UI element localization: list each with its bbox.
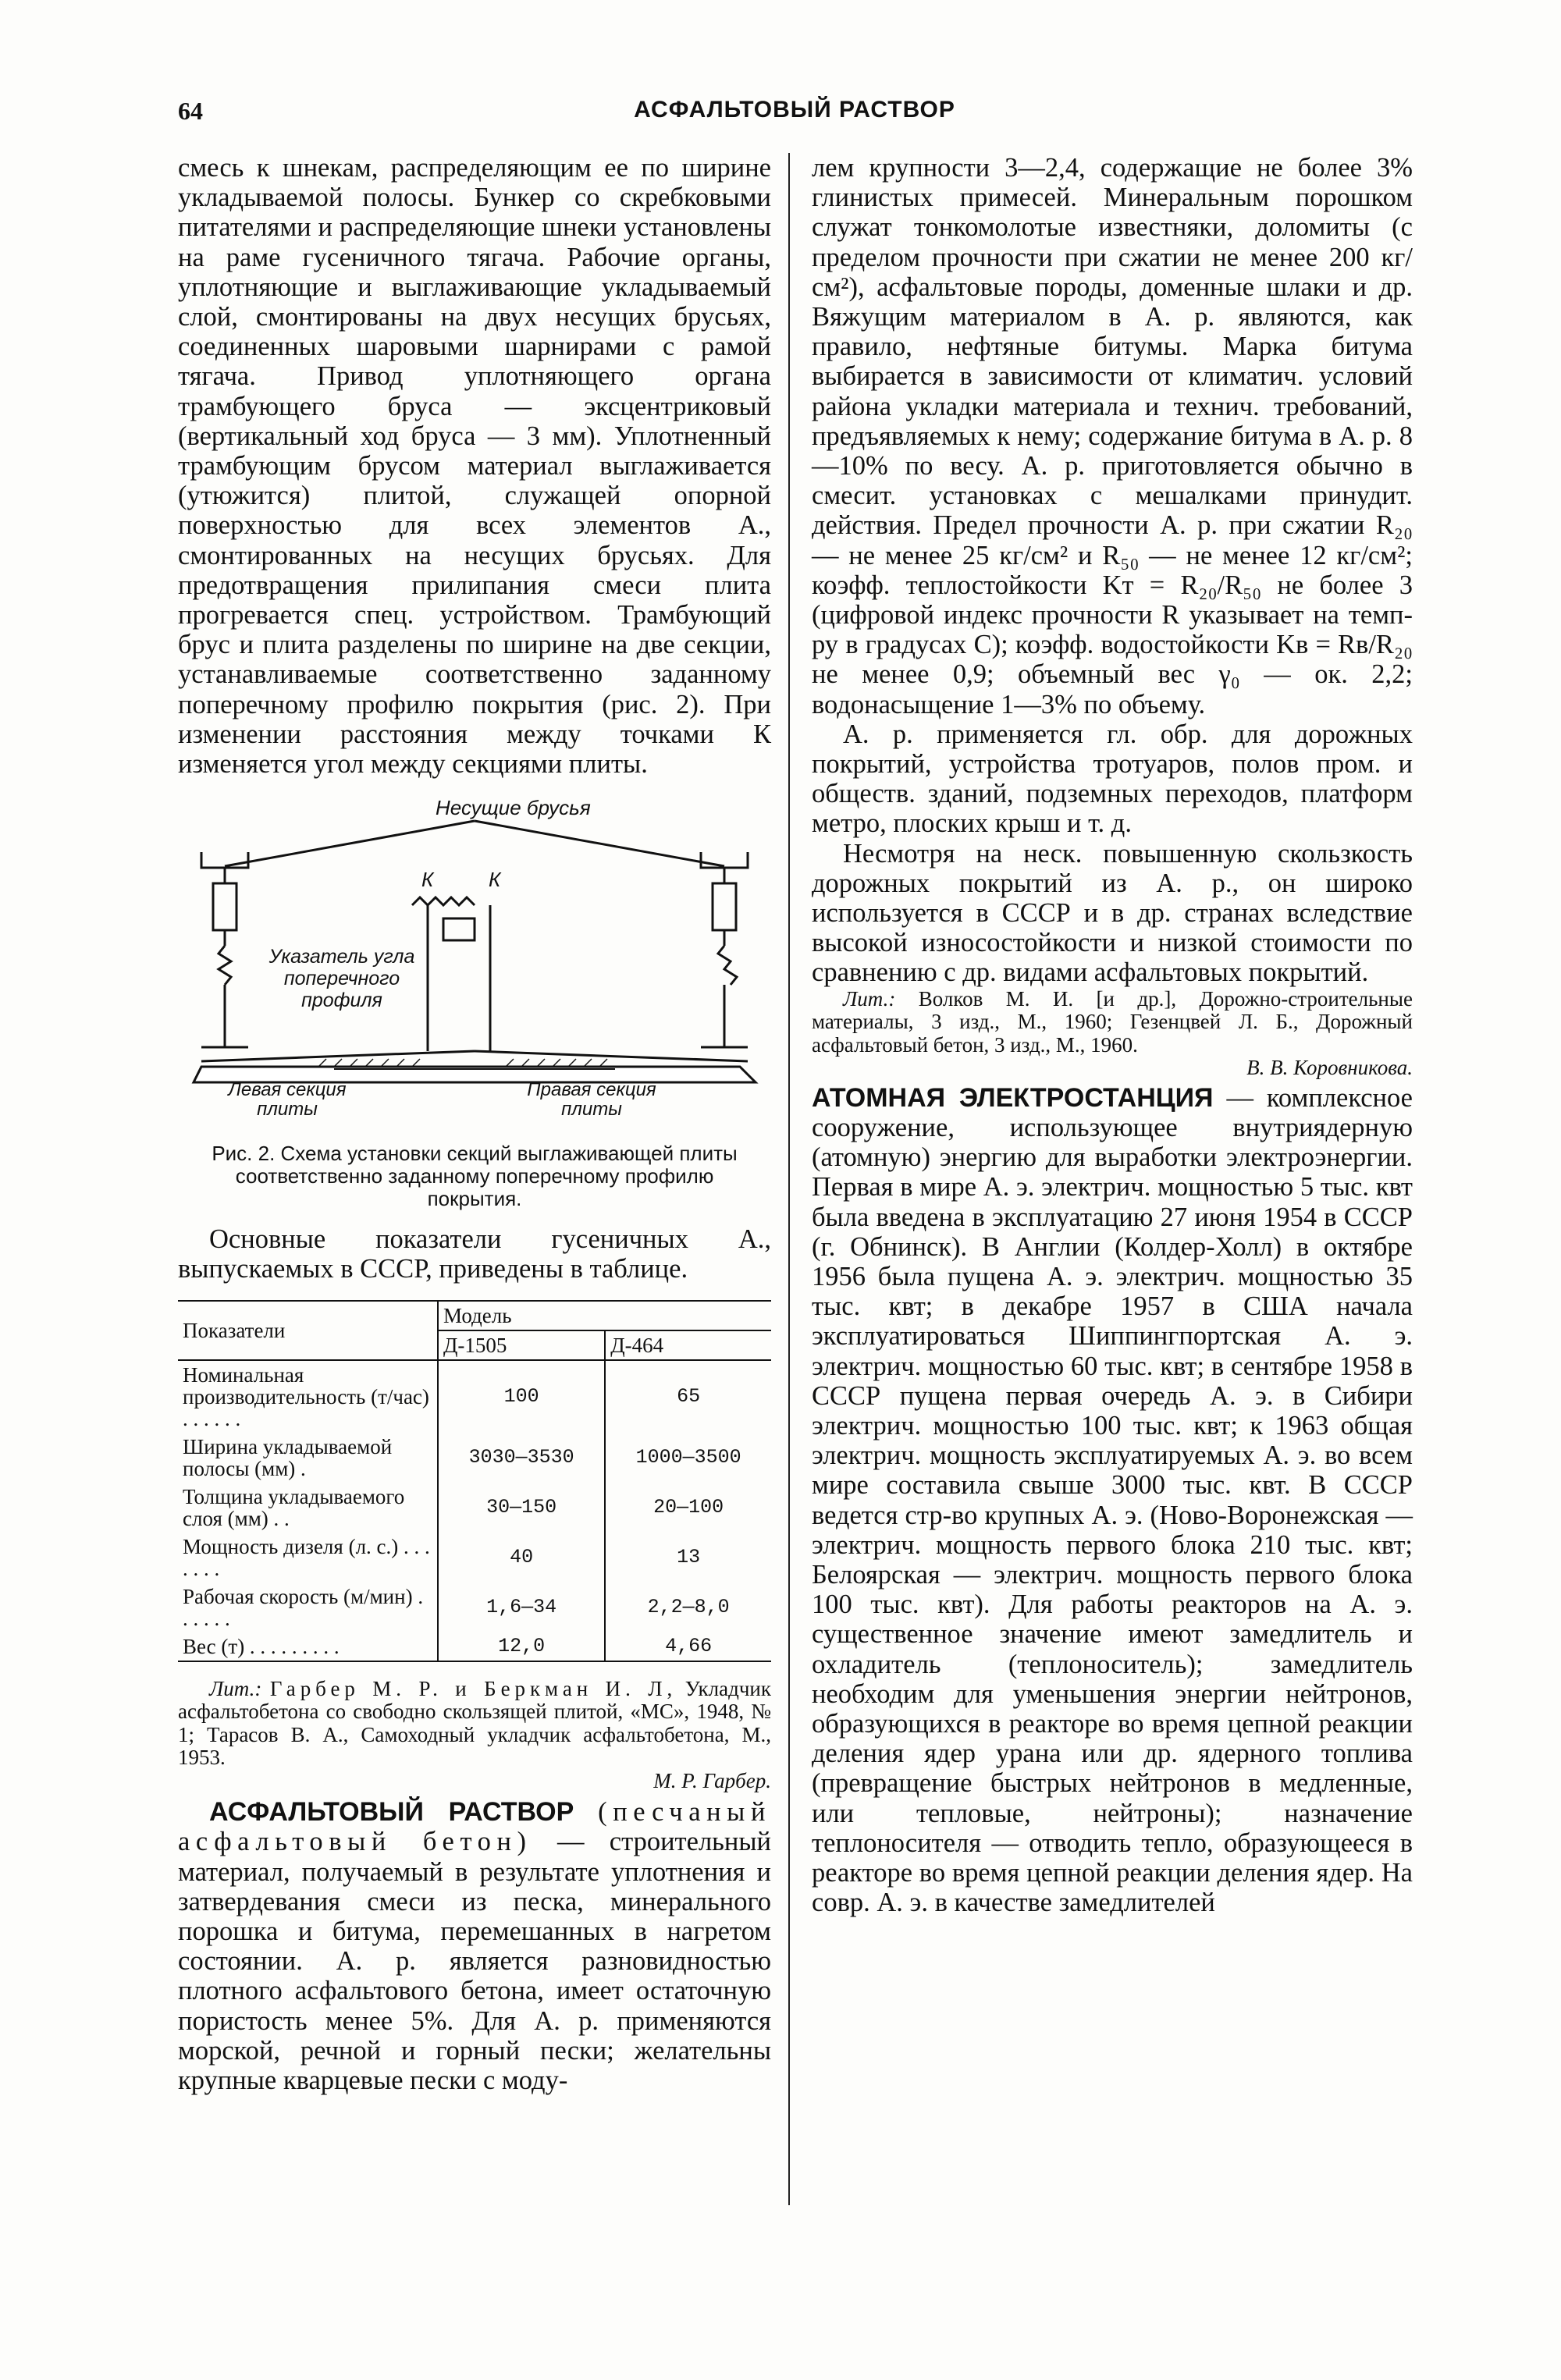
cell-d464: 20—100	[605, 1483, 771, 1533]
figure-caption: Рис. 2. Схема установки секций выглаживающей плиты соответственно заданному поперечному профилю покрытия.	[212, 1142, 738, 1211]
cell-d1505: 1,6—34	[438, 1583, 605, 1632]
article-head: АСФАЛЬТОВЫЙ РАСТВОР	[209, 1797, 574, 1828]
column-divider	[788, 153, 790, 2205]
lit-authors: Гарбер М. Р. и Беркман И. Л,	[269, 1676, 677, 1700]
author-signature: В. В. Коровникова.	[1246, 1056, 1413, 1080]
usage-paragraph: Несмотря на неск. повышенную скользкость дорожных покрытий из А. р., он широко используется в СССР и в др. странах вследствие высокой износостойкости и низкой стоимости по сравнению с др. видами асфальтовых покрытий.	[812, 838, 1413, 988]
article-head-paren: (песчаный асфальтовый бетон)	[178, 1797, 771, 1857]
applications-paragraph: А. р. применяется гл. обр. для дорожных покрытий, устройства тротуаров, полов пром. и обществ. зданий, подземных переходов, платформ метро, плоских крыш и т. д.	[812, 719, 1413, 839]
table-row	[178, 1533, 771, 1583]
lit-label: Лит.:	[843, 986, 896, 1011]
col-header-indicator: Показатели	[178, 1301, 438, 1360]
intro-paragraph: смесь к шнекам, распределяющим ее по ширине укладываемой полосы. Бункер со скребковыми питателями и распределяющие шнеки установлены на раме гусеничного тягача. Рабочие органы, уплотняющие и выглаживающие укладываемый слой, смонтированы на двух несущих брусьях, соединенных шаровыми шарнирами с рамой тягача. Привод уплотняющего органа трамбующего бруса — эксцентриковый (вертикальный ход бруса — 3 мм). Уплотненный трамбующим брусом материал выглаживается (утюжится) плитой, служащей опорной поверхностью для всех элементов А., смонтированных на несущих брусьях. Для предотвращения прилипания смеси плита прогревается спец. устройством. Трамбующий брус и плита разделены по ширине на две секции, устанавливаемые соответственно заданному поперечному профилю покрытия (рис. 2). При изменении расстояния между точками К изменяется угол между секциями плиты.	[178, 153, 771, 780]
lit-label: Лит.:	[209, 1676, 262, 1700]
table-row	[178, 1583, 771, 1632]
row-label: Толщина укладываемого слоя (мм) . .	[183, 1484, 405, 1530]
running-title: АСФАЛЬТОВЫЙ РАСТВОР	[634, 97, 955, 123]
article-nuclear-plant	[812, 1083, 1413, 1918]
table-intro: Основные показатели гусеничных А., выпускаемых в СССР, приведены в таблице.	[178, 1224, 771, 1284]
label-bearing-beams: Несущие брусья	[436, 796, 591, 820]
cell-d1505: 30—150	[438, 1483, 605, 1533]
label-angle-indicator: Указатель угла поперечного профиля	[268, 946, 415, 1012]
author-signature: М. Р. Гарбер.	[653, 1768, 771, 1792]
page-header	[178, 97, 1411, 136]
table-row	[178, 1632, 771, 1661]
row-label: Номинальная производительность (т/час) . . . . . .	[183, 1362, 429, 1430]
continuation-paragraph: лем крупности 3—2,4, содержащие не более 3% глинистых примесей. Минеральным порошком служат тонкомолотые известняки, доломиты (с пределом прочности при сжатии не менее 200 кг/см²), асфальтовые породы, доменные шлаки и др. Вяжущим материалом в А. р. являются, как правило, нефтяные битумы. Марка битума выбирается в зависимости от климатич. условий района укладки материала и технич. требований, предъявляемых к нему; содержание битума в А. р. 8—10% по весу. А. р. приготовляется обычно в смесит. установках с мешалками принудит. действия. Предел прочности А. р. при сжатии R₂₀ — не менее 25 кг/см² и R₅₀ — не менее 12 кг/см²; коэфф. теплостойкости Kт = R₂₀/R₅₀ не более 3 (цифровой индекс прочности R указывает на темп-ру в градусах С); коэфф. водостойкости Kв = Rв/R₂₀ не менее 0,9; объемный вес γ₀ — ок. 2,2; водонасыщение 1—3% по объему.	[812, 153, 1413, 719]
row-label: Рабочая скорость (м/мин) . . . . . .	[183, 1584, 424, 1630]
specs-table	[178, 1300, 771, 1662]
col-header-model: Модель	[438, 1301, 771, 1330]
col-header-model-2: Д-464	[605, 1330, 771, 1360]
page-number: 64	[178, 97, 203, 125]
figure-2	[178, 790, 771, 1121]
cell-d1505: 12,0	[438, 1632, 605, 1661]
cell-d464: 4,66	[605, 1632, 771, 1661]
label-point-k-right: К	[489, 868, 501, 892]
cell-d1505: 100	[438, 1360, 605, 1433]
row-label: Ширина укладываемой полосы (мм) .	[183, 1434, 393, 1480]
table-row	[178, 1360, 771, 1433]
label-left-section: Левая секция плиты	[228, 1079, 347, 1121]
lit-text: Укладчик асфальтобетона со свободно скользящей плитой, «МС», 1948, № 1; Тарасов В. А., Самоходный укладчик асфальтобетона, М., 1953.	[178, 1676, 771, 1770]
cell-d1505: 3030—3530	[438, 1433, 605, 1483]
label-right-section: Правая секция плиты	[527, 1079, 656, 1121]
left-column	[178, 153, 771, 2095]
col-header-model-1: Д-1505	[438, 1330, 605, 1360]
row-label: Мощность дизеля (л. с.) . . . . . . .	[183, 1534, 430, 1580]
article-text: — комплексное сооружение, использующее внутриядерную (атомную) энергию для выработки электроэнергии. Первая в мире А. э. электрич. мощностью 5 тыс. квт была введена в эксплуатацию 27 июня 1954 в СССР (г. Обнинск). В Англии (Колдер-Холл) в октябре 1956 была пущена А. э. электрич. мощностью 35 тыс. квт; в декабре 1957 в США начала эксплуатироваться Шиппингпортская А. э. электрич. мощностью 60 тыс. квт; в сентябре 1958 в СССР пущена первая очередь А. э. в Сибири электрич. мощностью 100 тыс. квт; к 1963 общая электрич. мощность эксплуатируемых А. э. во всем мире составила свыше 3000 тыс. квт. В СССР ведется стр-во крупных А. э. (Ново-Воронежская — электрич. мощность первого блока 210 тыс. квт; Белоярская — электрич. мощность первого блока 100 тыс. квт). Для работы реакторов на А. э. существенное значение имеют замедлитель и охладитель (теплоноситель); замедлитель необходим для уменьшения энергии нейтронов, образующихся в реакторе во время цепной реакции деления ядер урана или др. ядерного топлива (превращение быстрых нейтронов в медленные, или тепловые, нейтроны); назначение теплоносителя — отводить тепло, образующееся в реакторе во время цепной реакции деления ядер. На совр. А. э. в качестве замедлителей	[812, 1082, 1413, 1918]
cell-d464: 2,2—8,0	[605, 1583, 771, 1632]
article-asphalt-mortar	[178, 1797, 771, 2095]
table-row	[178, 1433, 771, 1483]
right-column	[812, 153, 1413, 1917]
article-head: АТОМНАЯ ЭЛЕКТРОСТАНЦИЯ	[812, 1082, 1214, 1113]
cell-d464: 1000—3500	[605, 1433, 771, 1483]
cell-d1505: 40	[438, 1533, 605, 1583]
cell-d464: 13	[605, 1533, 771, 1583]
cell-d464: 65	[605, 1360, 771, 1433]
literature-asphalt-paver	[178, 1678, 771, 1770]
literature-asphalt-mortar	[812, 988, 1413, 1057]
row-label: Вес (т) . . . . . . . . .	[178, 1632, 438, 1661]
article-text: — строительный материал, получаемый в результате уплотнения и затвердевания смеси из песка, минерального порошка и битума, перемешанных в нагретом состоянии. А. р. является разновидностью плотного асфальтового бетона, имеет остаточную пористость менее 5%. Для А. р. применяются морской, речной и горный пески; желательны крупные кварцевые пески с моду-	[178, 1827, 772, 2095]
label-point-k-left: К	[421, 868, 434, 892]
table-row	[178, 1483, 771, 1533]
lit-text: Волков М. И. [и др.], Дорожно-строительные материалы, 3 изд., М., 1960; Гезенцвей Л. Б., Дорожный асфальтовый бетон, 3 изд., М., 1960.	[812, 986, 1413, 1057]
